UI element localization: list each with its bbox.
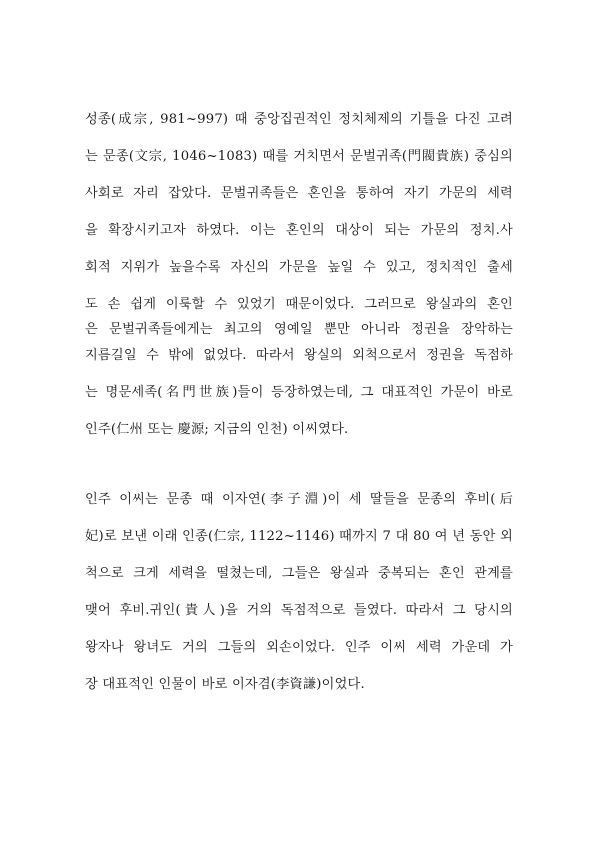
paragraph-line: 회적 지위가 높을수록 자신의 가문을 높일 수 있고, 정치적인 출세 [85,260,513,275]
paragraph-line: 도 손 쉽게 이룩할 수 있었기 때문이었다. 그러므로 왕실과의 혼인 [85,297,513,312]
paragraph-line: 妃)로 보낸 이래 인종(仁宗, 1122~1146) 때까지 7 대 80 여 년 동안 외 [85,529,513,544]
paragraph-line: 인주 이씨는 문종 때 이자연(李子淵)이 세 딸들을 문종의 후비(后 [85,492,513,507]
paragraph-line: 은 문벌귀족들에게는 최고의 영예일 뿐만 아니라 정권을 장악하는 [85,322,513,337]
paragraph-line: 척으로 크게 세력을 떨쳤는데, 그들은 왕실과 중복되는 혼인 관계를 [85,566,513,581]
paragraph-line: 는 명문세족(名門世族)들이 등장하였는데, 그 대표적인 가문이 바로 [85,385,513,400]
paragraph-line: 맺어 후비.귀인(貴人)을 거의 독점적으로 들였다. 따라서 그 당시의 [85,603,513,618]
paragraph-line: 을 확장시키고자 하였다. 이는 혼인의 대상이 되는 가문의 정치.사 [85,223,513,238]
paragraph-line: 사회로 자리 잡았다. 문벌귀족들은 혼인을 통하여 자기 가문의 세력 [85,186,513,201]
paragraph-line: 성종(成宗, 981~997) 때 중앙집권적인 정치체제의 기틀을 다진 고려 [85,112,513,127]
paragraph-line: 장 대표적인 인물이 바로 이자겸(李資謙)이었다. [85,677,365,692]
paragraph-line: 왕자나 왕녀도 거의 그들의 외손이었다. 인주 이씨 세력 가운데 가 [85,640,513,655]
paragraph-line: 는 문종(文宗, 1046~1083) 때를 거치면서 문벌귀족(門閥貴族) 중심의 [85,149,513,164]
paragraph-line: 지름길일 수 밖에 없었다. 따라서 왕실의 외척으로서 정권을 독점하 [85,348,513,363]
paragraph-line: 인주(仁州 또는 慶源; 지금의 인천) 이씨였다. [85,422,349,437]
